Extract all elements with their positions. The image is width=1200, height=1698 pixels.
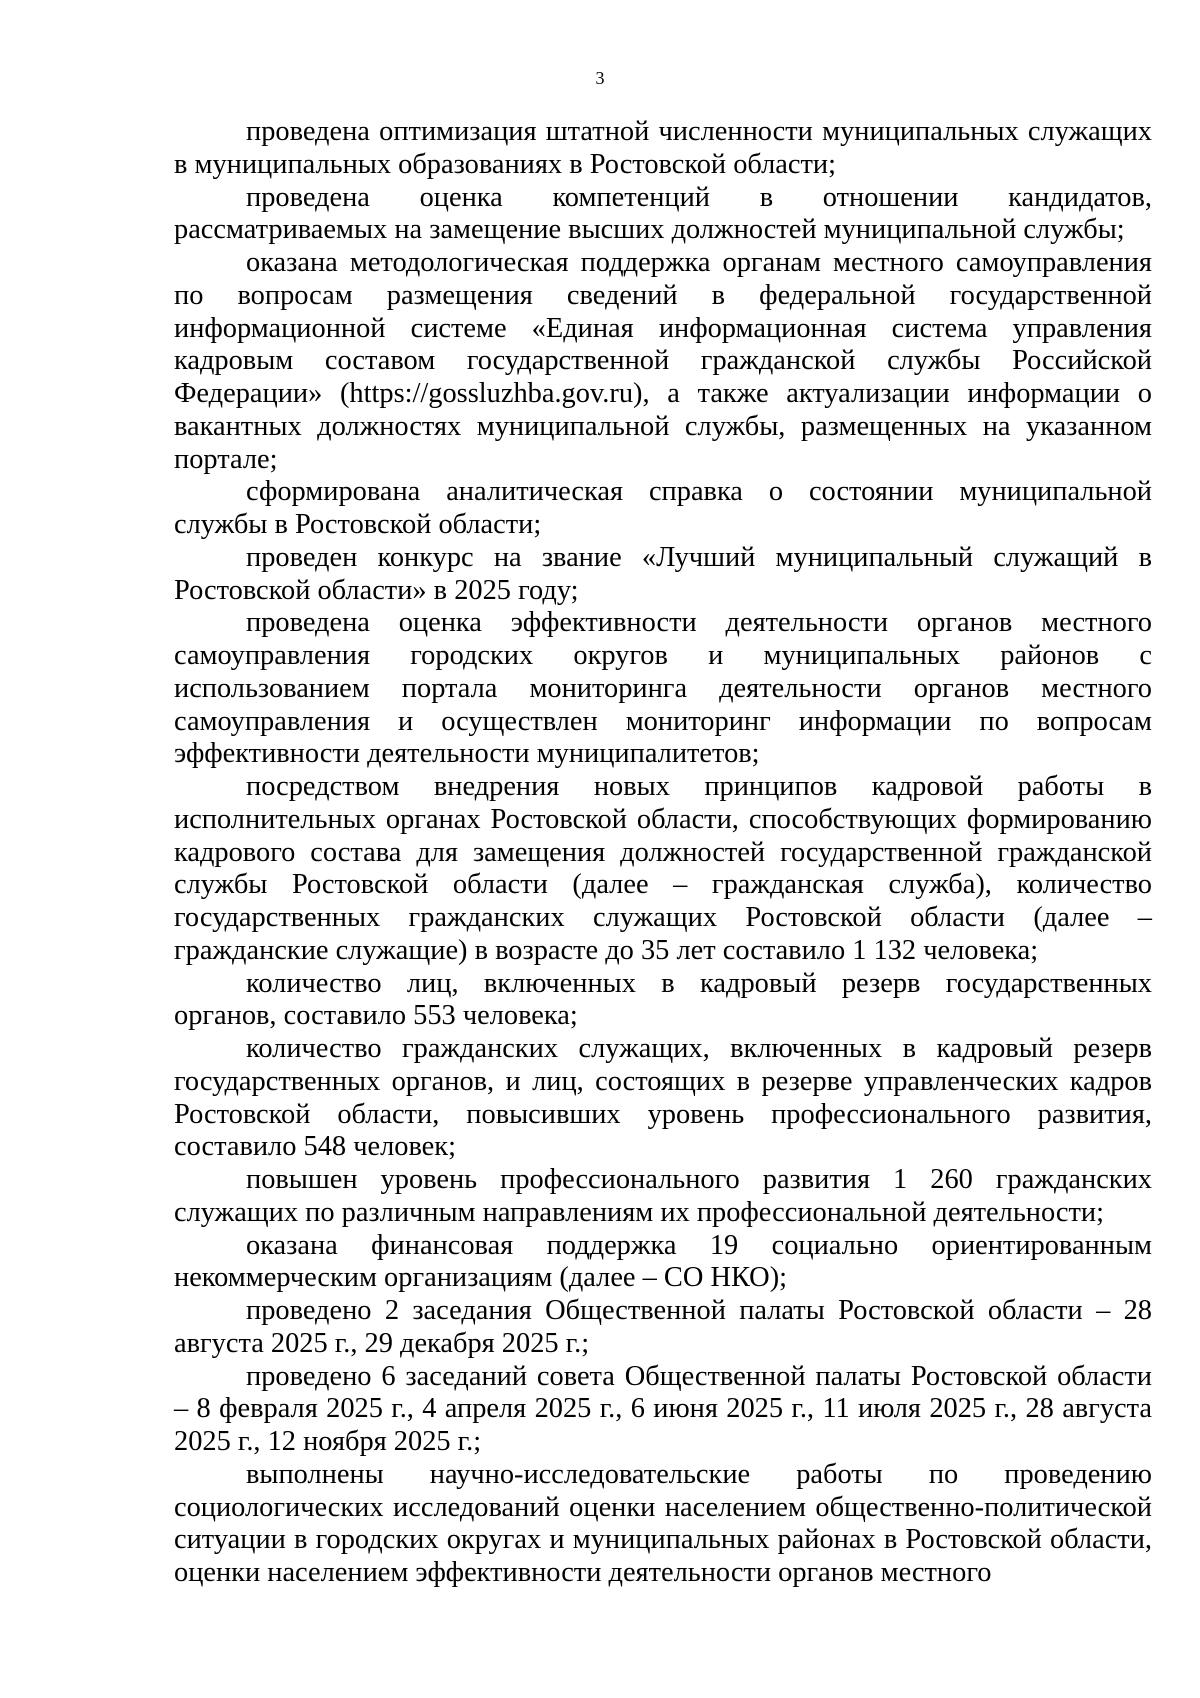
paragraph-methodological-support: оказана методологическая поддержка органам местного самоуправления по вопросам размещения сведений в федеральной государственной информационной системе «Единая информационная система управления кадровым составом государственной гражданской службы Российской Федерации» (https://gossluzhba.gov.ru), а также актуализации информации о вакантных должностях муниципальной службы, размещенных на указанном портале; [174,247,1152,475]
paragraph-reserve-development: количество гражданских служащих, включенных в кадровый резерв государственных органов, и лиц, состоящих в резерве управленческих кадров Ростовской области, повысивших уровень профессионального развития, составило 548 человек; [174,1033,1152,1163]
page-number: 3 [595,68,605,88]
paragraph-competence-assessment: проведена оценка компетенций в отношении кандидатов, рассматриваемых на замещение высших должностей муниципальной службы; [174,181,1152,246]
paragraph-best-employee-contest: проведен конкурс на звание «Лучший муниципальный служащий в Ростовской области» в 2025 году; [174,541,1152,606]
paragraph-public-chamber-meetings: проведено 2 заседания Общественной палаты Ростовской области – 28 августа 2025 г., 29 декабря 2025 г.; [174,1295,1152,1359]
paragraph-analytical-report: сформирована аналитическая справка о состоянии муниципальной службы в Ростовской области; [174,476,1152,540]
paragraph-research-works: выполнены научно-исследовательские работы по проведению социологических исследований оценки населением общественно-политической ситуации в городских округах и муниципальных районах в Ростовской области, оценки населением эффективности деятельности органов местного [174,1458,1152,1588]
paragraph-professional-development: повышен уровень профессионального развития 1 260 гражданских служащих по различным направлениям их профессиональной деятельности; [174,1164,1152,1228]
paragraph-nko-support: оказана финансовая поддержка 19 социально ориентированным некоммерческим организациям (далее – СО НКО); [174,1229,1152,1294]
paragraph-young-employees: посредством внедрения новых принципов кадровой работы в исполнительных органах Ростовской области, способствующих формированию кадрового состава для замещения должностей государственной гражданской службы Ростовской области (далее – гражданская служба), количество государственных гражданских служащих Ростовской области (далее – гражданские служащие) в возрасте до 35 лет составило 1 132 человека; [174,771,1152,966]
document-body [174,116,1152,1590]
paragraph-staff-optimization: проведена оптимизация штатной численности муниципальных служащих в муниципальных образованиях в Ростовской области; [174,116,1152,180]
paragraph-council-meetings: проведено 6 заседаний совета Общественной палаты Ростовской области – 8 февраля 2025 г., 4 апреля 2025 г., 6 июня 2025 г., 11 июля 2025 г., 28 августа 2025 г., 12 ноября 2025 г.; [174,1360,1152,1457]
paragraph-efficiency-assessment: проведена оценка эффективности деятельности органов местного самоуправления городских округов и муниципальных районов с использованием портала мониторинга деятельности органов местного самоуправления и осуществлен мониторинг информации по вопросам эффективности деятельности муниципалитетов; [174,607,1152,770]
paragraph-personnel-reserve: количество лиц, включенных в кадровый резерв государственных органов, составило 553 человека; [174,967,1152,1032]
